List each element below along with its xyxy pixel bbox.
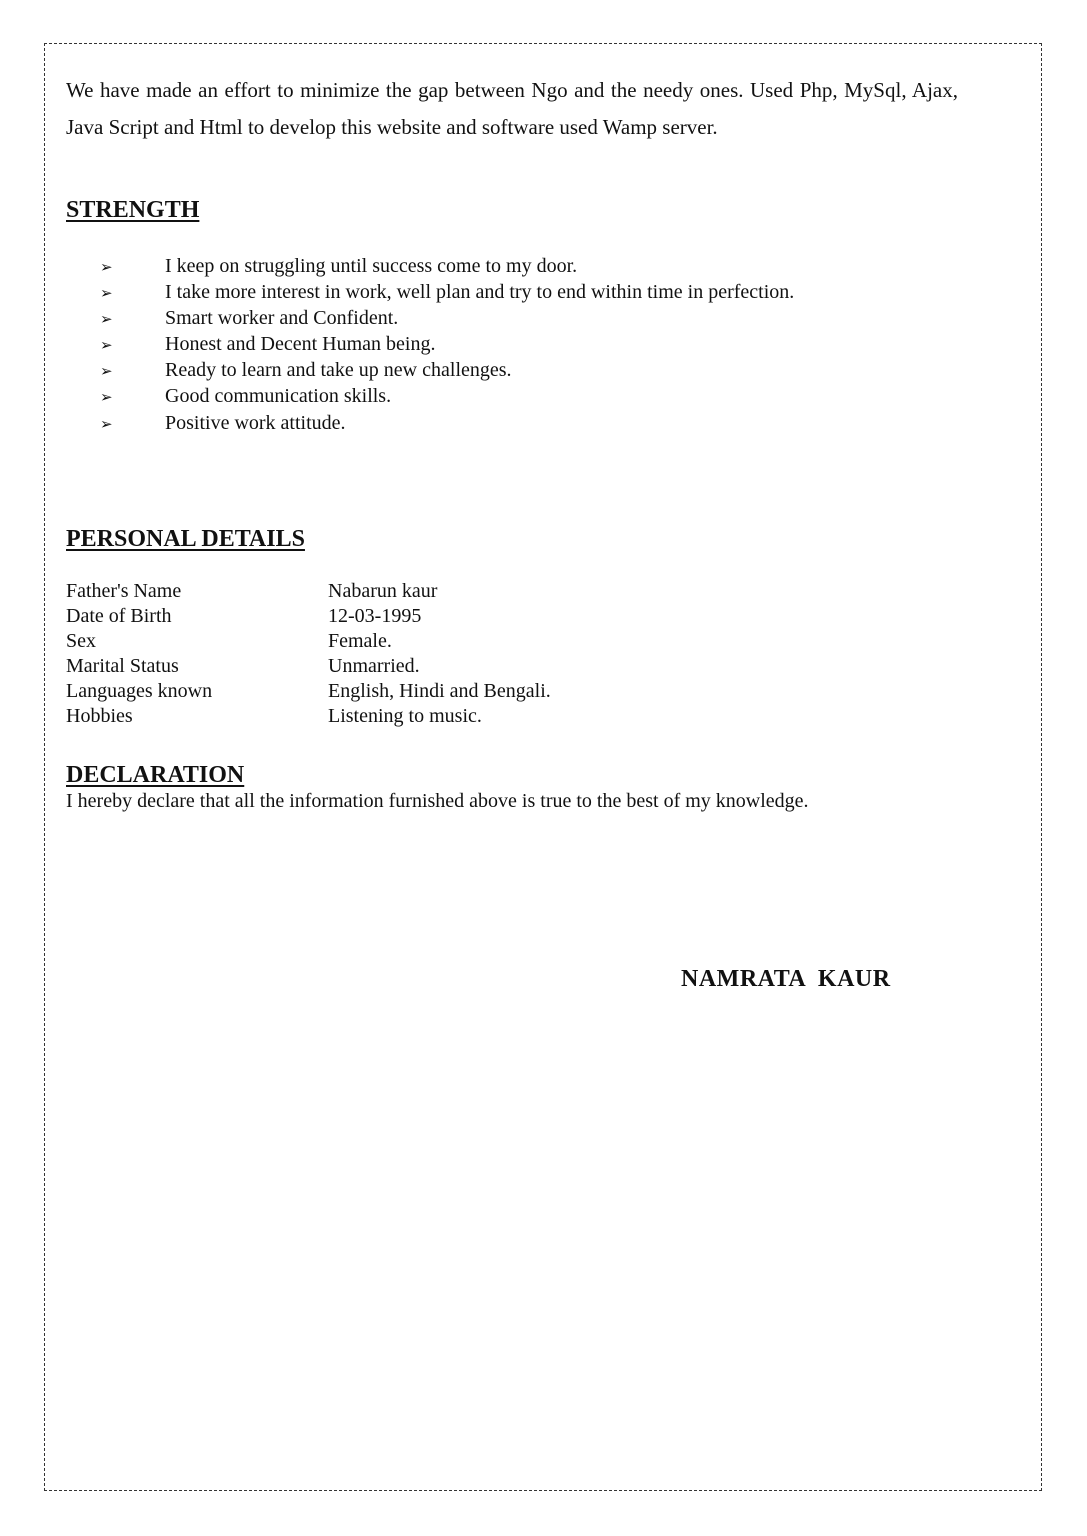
strength-item-text: Smart worker and Confident. [165, 307, 399, 330]
strength-item-text: Ready to learn and take up new challenges. [165, 359, 512, 382]
list-item [100, 358, 794, 384]
list-item [100, 411, 794, 437]
list-item [100, 384, 794, 410]
arrowhead-bullet-icon: ➢ [100, 336, 113, 355]
detail-value: English, Hindi and Bengali. [328, 680, 551, 703]
table-row [66, 704, 551, 729]
table-row [66, 679, 551, 704]
strength-item-text: I keep on struggling until success come to my door. [165, 255, 578, 277]
table-row [66, 629, 551, 654]
personal-details-table [66, 579, 551, 730]
list-item [100, 306, 794, 332]
table-row [66, 654, 551, 679]
arrowhead-bullet-icon: ➢ [100, 284, 113, 303]
arrowhead-bullet-icon: ➢ [100, 388, 113, 407]
detail-label: Languages known [66, 680, 213, 703]
personal-details-heading: PERSONAL DETAILS [66, 526, 305, 552]
detail-label: Date of Birth [66, 605, 172, 628]
table-row [66, 604, 551, 629]
list-item [100, 254, 794, 280]
detail-value: Female. [328, 630, 392, 653]
strength-item-text: Honest and Decent Human being. [165, 333, 436, 356]
detail-label: Marital Status [66, 655, 179, 678]
detail-value: 12-03-1995 [328, 605, 422, 628]
detail-value: Nabarun kaur [328, 580, 438, 602]
table-row [66, 579, 551, 604]
strength-heading: STRENGTH [66, 197, 200, 223]
strength-item-text: Positive work attitude. [165, 411, 346, 434]
detail-label: Father's Name [66, 580, 182, 602]
detail-value: Unmarried. [328, 655, 420, 678]
signature-name: NAMRATA KAUR [681, 966, 891, 992]
arrowhead-bullet-icon: ➢ [100, 258, 113, 276]
arrowhead-bullet-icon: ➢ [100, 310, 113, 329]
declaration-text: I hereby declare that all the information furnished above is true to the best of my knowledge. [66, 790, 809, 812]
detail-label: Sex [66, 630, 96, 653]
arrowhead-bullet-icon: ➢ [100, 414, 113, 433]
list-item [100, 280, 794, 306]
strength-list [100, 254, 794, 437]
intro-paragraph: We have made an effort to minimize the gap between Ngo and the needy ones. Used Php, MySql, Ajax, Java Script and Html to develop this website and software used Wamp server. [66, 78, 958, 139]
detail-label: Hobbies [66, 705, 133, 728]
strength-item-text: Good communication skills. [165, 385, 392, 408]
strength-item-text: I take more interest in work, well plan and try to end within time in perfection. [165, 281, 795, 304]
list-item [100, 332, 794, 358]
declaration-heading: DECLARATION [66, 762, 245, 788]
arrowhead-bullet-icon: ➢ [100, 362, 113, 381]
detail-value: Listening to music. [328, 705, 482, 728]
